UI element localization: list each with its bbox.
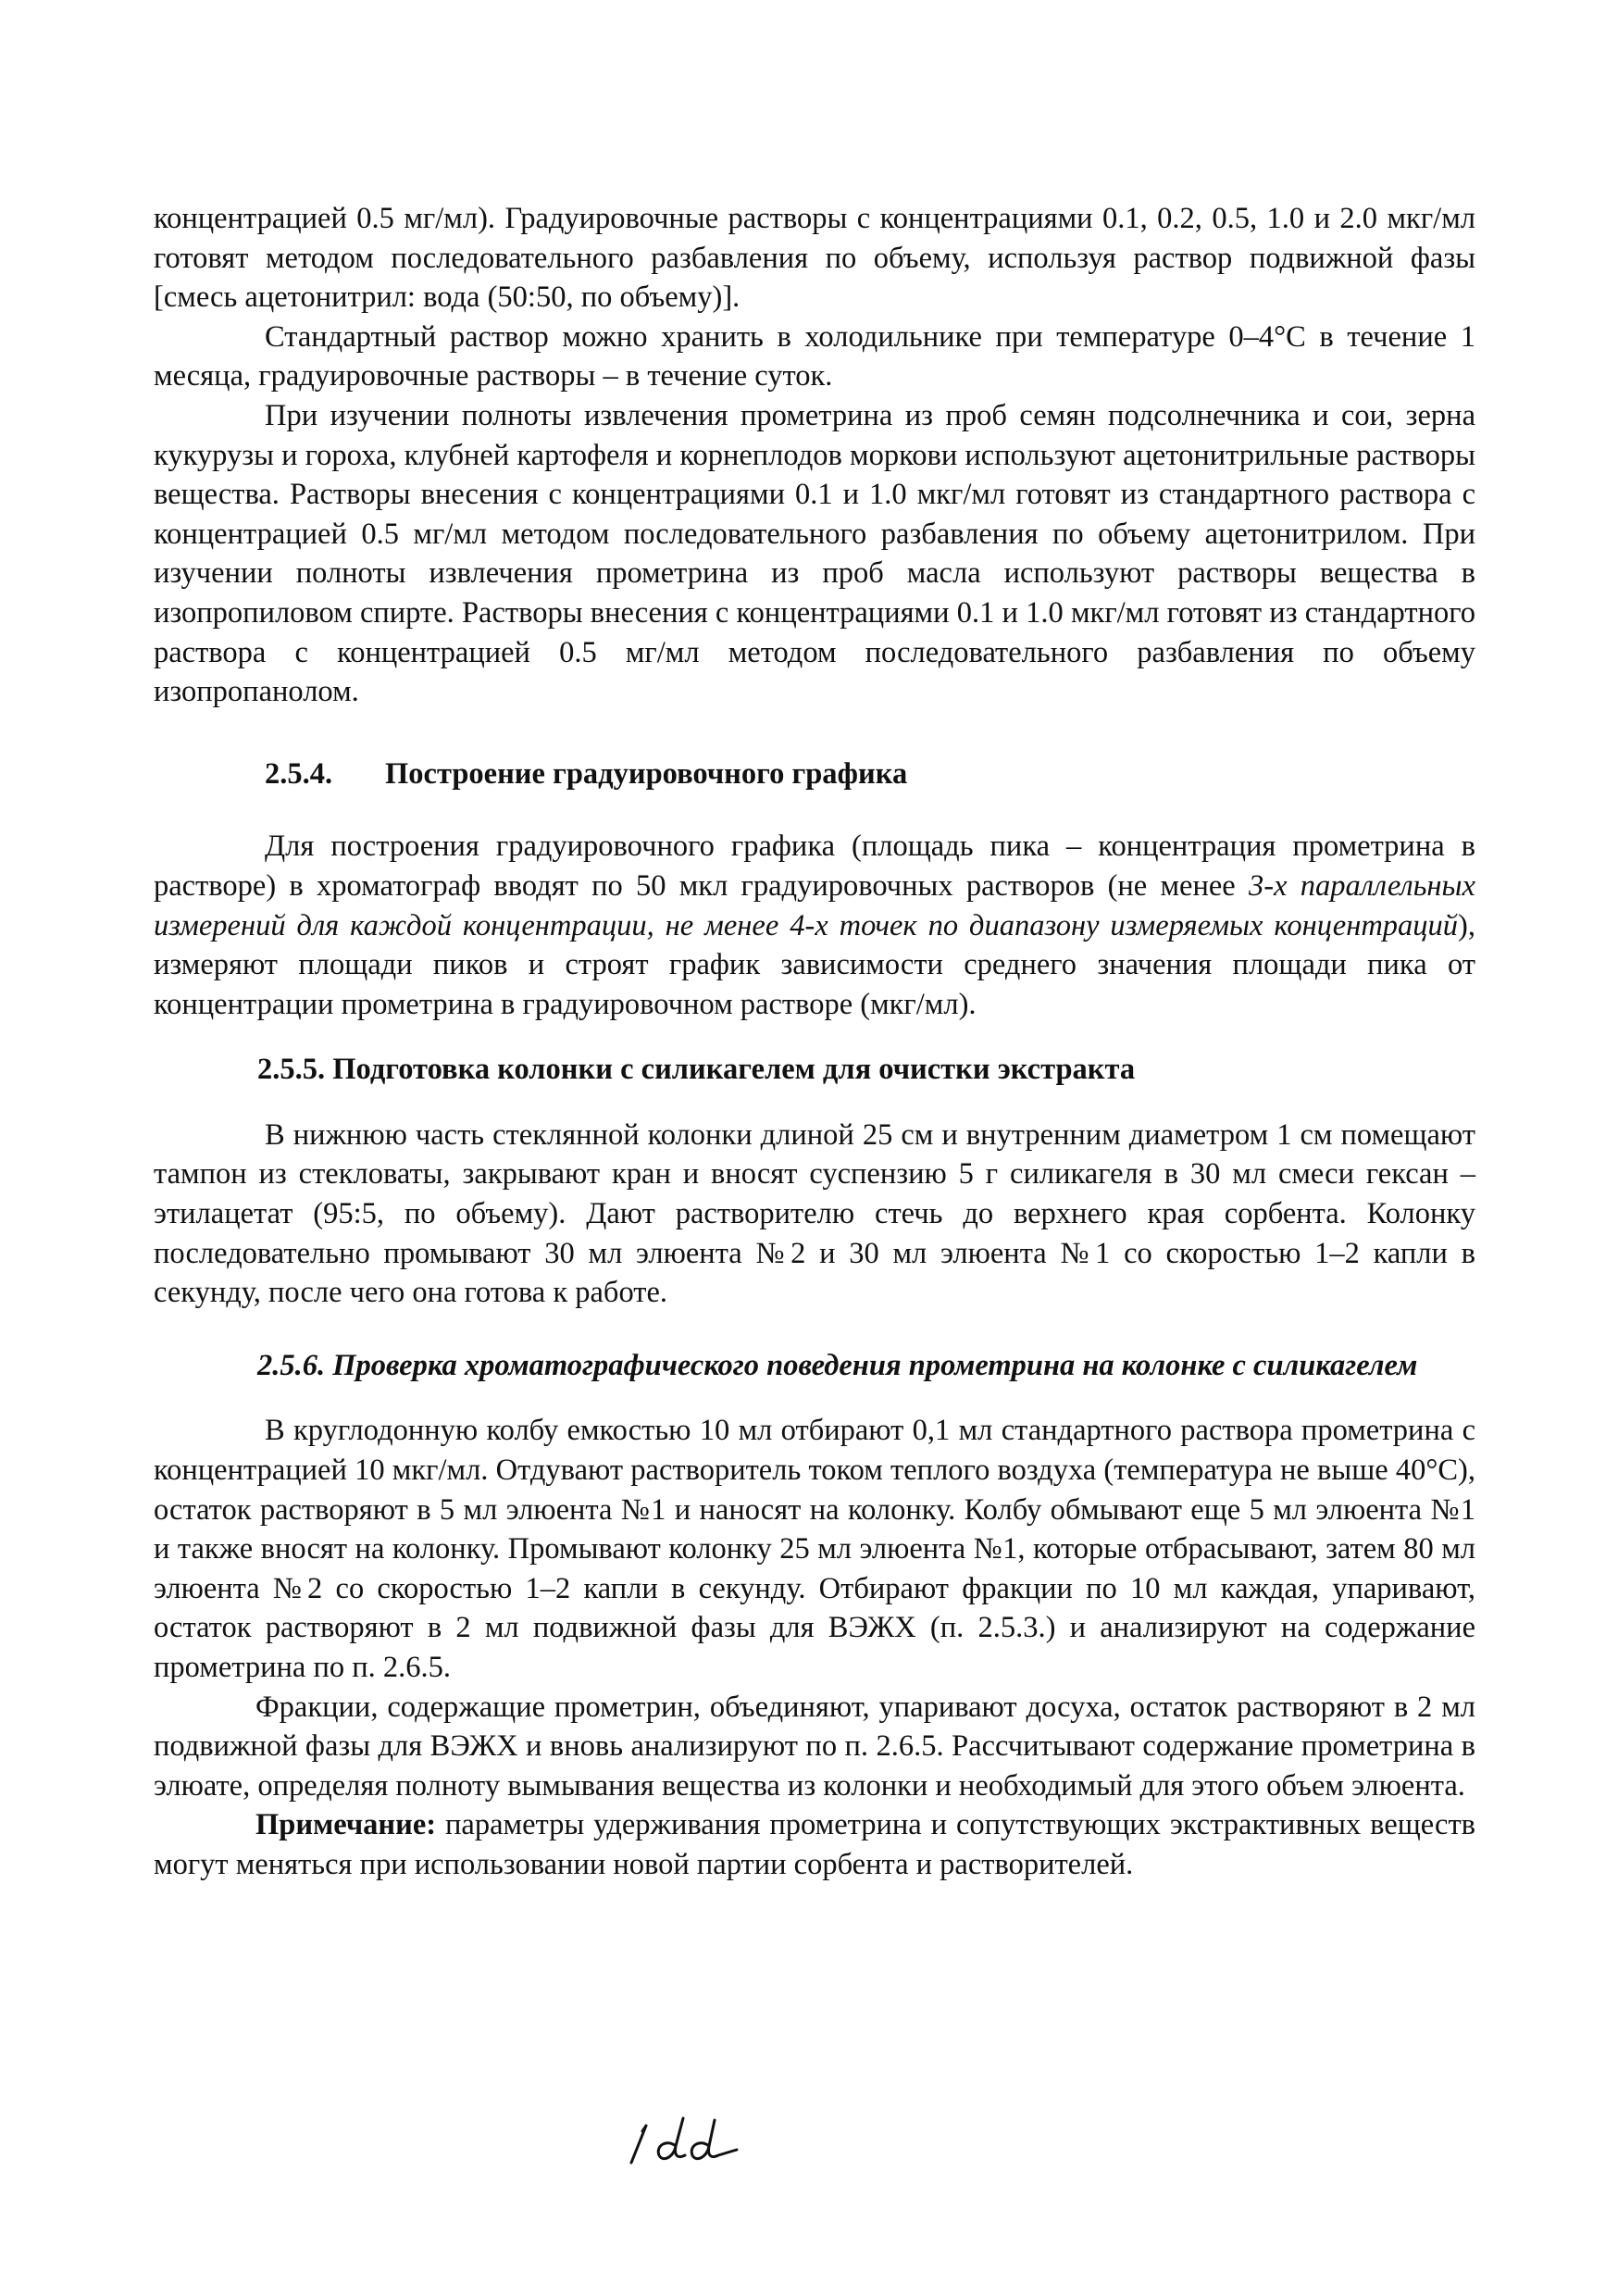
note-label: Примечание:	[255, 1808, 437, 1842]
document-page	[154, 199, 1475, 1885]
text-run: Для построения градуировочного графика (площадь пика – концентрация прометрина в растворе) в хроматограф вводят по 50 мкл градуировочных растворов (не менее	[154, 830, 1475, 903]
text-run-italic: 3-х параллельных измерений для каждой концентрации, не менее 4-х точек по диапазону измеряемых концентраций	[154, 868, 1475, 942]
section-heading-2-5-5: 2.5.5. Подготовка колонки с силикагелем для очистки экстракта	[257, 1053, 1136, 1087]
note-text: параметры удерживания прометрина и сопутствующих экстрактивных веществ могут меняться при использовании новой партии сорбента и растворителей.	[154, 1808, 1475, 1881]
text-run: ), измеряют площади пиков и строят график зависимости среднего значения площади пика от концентрации прометрина в градуировочном растворе (мкг/мл).	[154, 908, 1475, 1021]
paragraph-extraction-completeness: При изучении полноты извлечения прометрина из проб семян подсолнечника и сои, зерна кукурузы и гороха, клубней картофеля и корнеплодов моркови используют ацетонитрильные растворы вещества. Растворы внесения с концентрациями 0.1 и 1.0 мкг/мл готовят из стандартного раствора с концентрацией 0.5 мг/мл методом последовательного разбавления по объему ацетонитрилом. При изучении полноты извлечения прометрина из проб масла используют растворы вещества в изопропиловом спирте. Растворы внесения с концентрациями 0.1 и 1.0 мкг/мл готовят из стандартного раствора с концентрацией 0.5 мг/мл методом последовательного разбавления по объему изопропанолом.	[154, 398, 1475, 709]
paragraph-column-preparation: В нижнюю часть стеклянной колонки длиной 25 см и внутренним диаметром 1 см помещают тампон из стекловаты, закрывают кран и вносят суспензию 5 г силикагеля в 30 мл смеси гексан – этилацетат (95:5, по объему). Дают растворителю стечь до верхнего края сорбента. Колонку последовательно промывают 30 мл элюента №2 и 30 мл элюента №1 со скоростью 1–2 капли в секунду, после чего она готова к работе.	[154, 1117, 1475, 1310]
section-title: Построение градуировочного графика	[385, 756, 908, 791]
section-heading-2-5-4	[154, 755, 1475, 794]
section-heading-2-5-6: 2.5.6. Проверка хроматографического поведения прометрина на колонке с силикагелем	[257, 1348, 1418, 1382]
paragraph-fractions: Фракции, содержащие прометрин, объединяют, упаривают досуха, остаток растворяют в 2 мл подвижной фазы для ВЭЖХ и вновь анализируют по п. 2.6.5. Рассчитывают содержание прометрина в элюате, определяя полноту вымывания вещества из колонки и необходимый для этого объем элюента.	[154, 1690, 1475, 1803]
paragraph-chromatographic-behavior: В круглодонную колбу емкостью 10 мл отбирают 0,1 мл стандартного раствора прометрина с концентрацией 10 мкг/мл. Отдувают растворитель током теплого воздуха (температура не выше 40°С), остаток растворяют в 5 мл элюента №1 и наносят на колонку. Колбу обмывают еще 5 мл элюента №1 и также вносят на колонку. Промывают колонку 25 мл элюента №1, которые отбрасывают, затем 80 мл элюента №2 со скоростью 1–2 капли в секунду. Отбирают фракции по 10 мл каждая, упаривают, остаток растворяют в 2 мл подвижной фазы для ВЭЖХ (п. 2.5.3.) и анализируют на содержание прометрина по п. 2.6.5.	[154, 1414, 1475, 1684]
paragraph-calibration-solutions: концентрацией 0.5 мг/мл). Градуировочные растворы с концентрациями 0.1, 0.2, 0.5, 1.0 и 2.0 мкг/мл готовят методом последовательного разбавления по объему, используя раствор подвижной фазы [смесь ацетонитрил: вода (50:50, по объему)].	[154, 202, 1475, 315]
paragraph-note	[154, 1805, 1475, 1884]
paragraph-calibration-graph	[154, 827, 1475, 1024]
handwritten-page-number-graphic	[618, 2113, 748, 2168]
section-number: 2.5.4.	[265, 756, 333, 791]
handwritten-page-number	[618, 2113, 748, 2168]
paragraph-storage: Стандартный раствор можно хранить в холодильнике при температуре 0–4°С в течение 1 месяца, градуировочные растворы – в течение суток.	[154, 319, 1475, 393]
